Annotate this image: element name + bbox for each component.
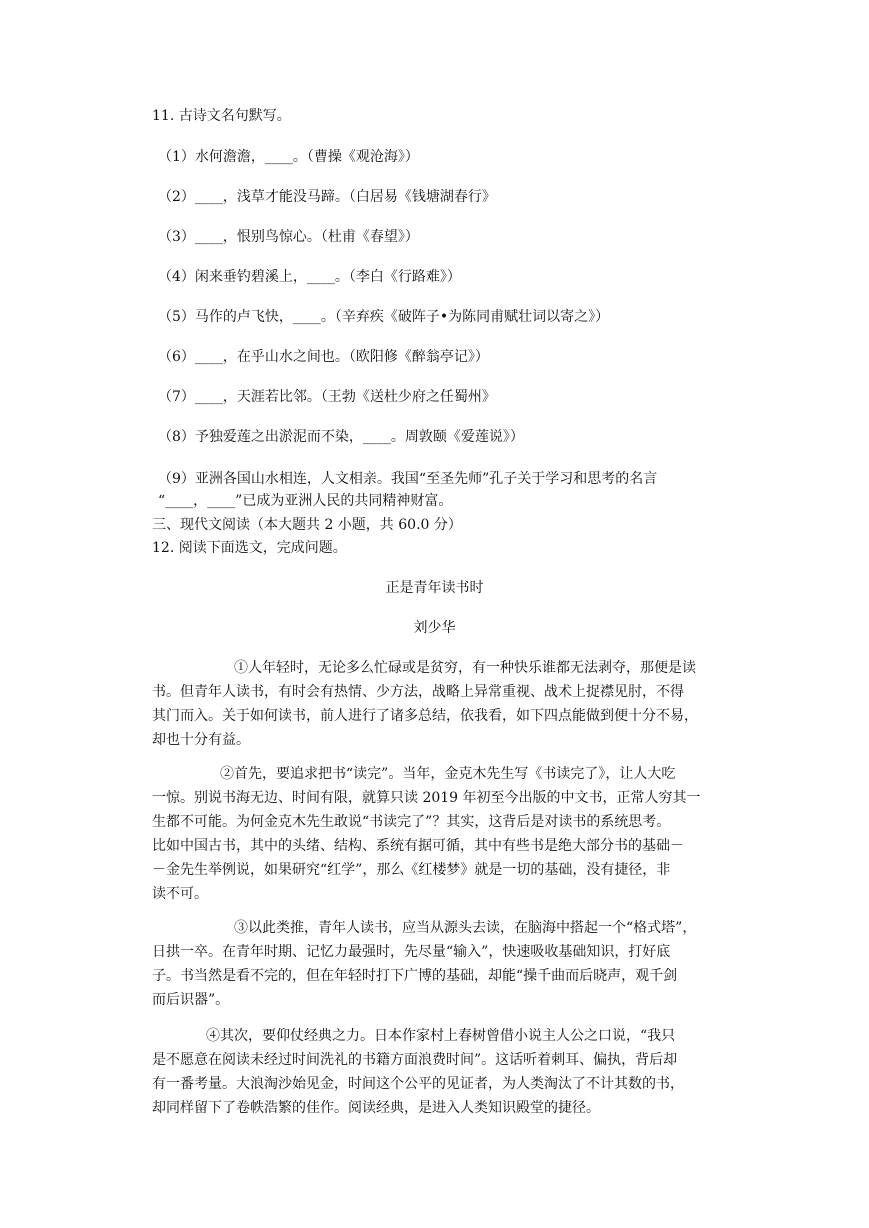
q11-item-9-line-2: “____，____”已成为亚洲人民的共同精神财富。: [158, 493, 453, 509]
article-paragraph-2: [152, 762, 736, 906]
article-title: 正是青年读书时: [385, 580, 484, 596]
paragraph-line: 日拱一卒。在青年时期、记忆力最强时，先尽量“输入”，快速吸收基础知识，打好底: [152, 944, 671, 960]
paragraph-line: 生都不可能。为何金克木先生敢说“书读完了”？其实，这背后是对读书的系统思考。: [152, 814, 671, 830]
q11-item-4: （4）闲来垂钓碧溪上，____。（李白《行路难》）: [158, 269, 461, 285]
paragraph-line: ②首先，要追求把书“读完”。当年，金克木先生写《书读完了》，让人大吃: [220, 766, 676, 782]
paragraph-line: 是不愿意在阅读未经过时间洗礼的书籍方面浪费时间”。这话听着刺耳、偏执，背后却: [152, 1052, 678, 1068]
paragraph-line: ①人年轻时，无论多么忙碌或是贫穷，有一种快乐谁都无法剥夺，那便是读: [234, 660, 696, 676]
paragraph-line: 其门而入。关于如何读书，前人进行了诸多总结，依我看，如下四点能做到便十分不易，: [152, 708, 698, 724]
q11-item-2: （2）____，浅草才能没马蹄。（白居易《钱塘湖春行》: [158, 189, 496, 205]
question-12-title: 12. 阅读下面选文，完成问题。: [152, 540, 347, 556]
q11-item-7: （7）____，天涯若比邻。（王勃《送杜少府之任蜀州》: [158, 389, 496, 405]
paragraph-line: ③以此类推，青年人读书，应当从源头去读，在脑海中搭起一个“格式塔”，: [234, 920, 697, 936]
paragraph-line: 子。书当然是看不完的，但在年轻时打下广博的基础，却能“操千曲而后晓声，观千剑: [152, 968, 678, 984]
q11-item-5: （5）马作的卢飞快，____。（辛弃疾《破阵子•为陈同甫赋壮词以寄之》）: [158, 309, 610, 325]
paragraph-line: 却同样留下了卷帙浩繁的佳作。阅读经典，是进入人类知识殿堂的捷径。: [152, 1100, 600, 1116]
paragraph-line: 一惊。别说书海无边、时间有限，就算只读 2019 年初至今出版的中文书，正常人穷其一: [152, 790, 701, 806]
q11-item-1: （1）水何澹澹，____。（曹操《观沧海》）: [158, 149, 419, 165]
q11-item-3: （3）____，恨别鸟惊心。（杜甫《春望》）: [158, 229, 419, 245]
article-author: 刘少华: [413, 620, 456, 636]
q11-item-9-line-1: （9）亚洲各国山水相连，人文相亲。我国“至圣先师”孔子关于学习和思考的名言: [158, 471, 658, 487]
q11-item-6: （6）____，在乎山水之间也。（欧阳修《醉翁亭记》）: [158, 349, 489, 365]
paragraph-line: 却也十分有益。: [152, 732, 250, 748]
paragraph-line: 有一番考量。大浪淘沙始见金，时间这个公平的见证者，为人类淘汰了不计其数的书，: [152, 1076, 684, 1092]
section-3-heading: 三、现代文阅读（本大题共 2 小题，共 60.0 分）: [152, 517, 462, 533]
question-11-title: 11. 古诗文名句默写。: [152, 108, 291, 124]
article-paragraph-3: [152, 916, 736, 1012]
paragraph-line: 而后识器”。: [152, 992, 230, 1008]
article-paragraph-4: [152, 1024, 736, 1120]
paragraph-line: 比如中国古书，其中的头绪、结构、系统有据可循，其中有些书是绝大部分书的基础－: [152, 838, 684, 854]
paragraph-line: －金先生举例说，如果研究“红学”，那么《红楼梦》就是一切的基础，没有捷径，非: [152, 862, 671, 878]
paragraph-line: ④其次，要仰仗经典之力。日本作家村上春树曾借小说主人公之口说，“我只: [206, 1028, 676, 1044]
article-paragraph-1: [152, 656, 736, 752]
q11-item-8: （8）予独爱莲之出淤泥而不染，____。周敦颐《爱莲说》）: [158, 429, 524, 445]
paragraph-line: 读不可。: [152, 886, 208, 902]
paragraph-line: 书。但青年人读书，有时会有热情、少方法，战略上异常重视、战术上捉襟见肘，不得: [152, 684, 684, 700]
